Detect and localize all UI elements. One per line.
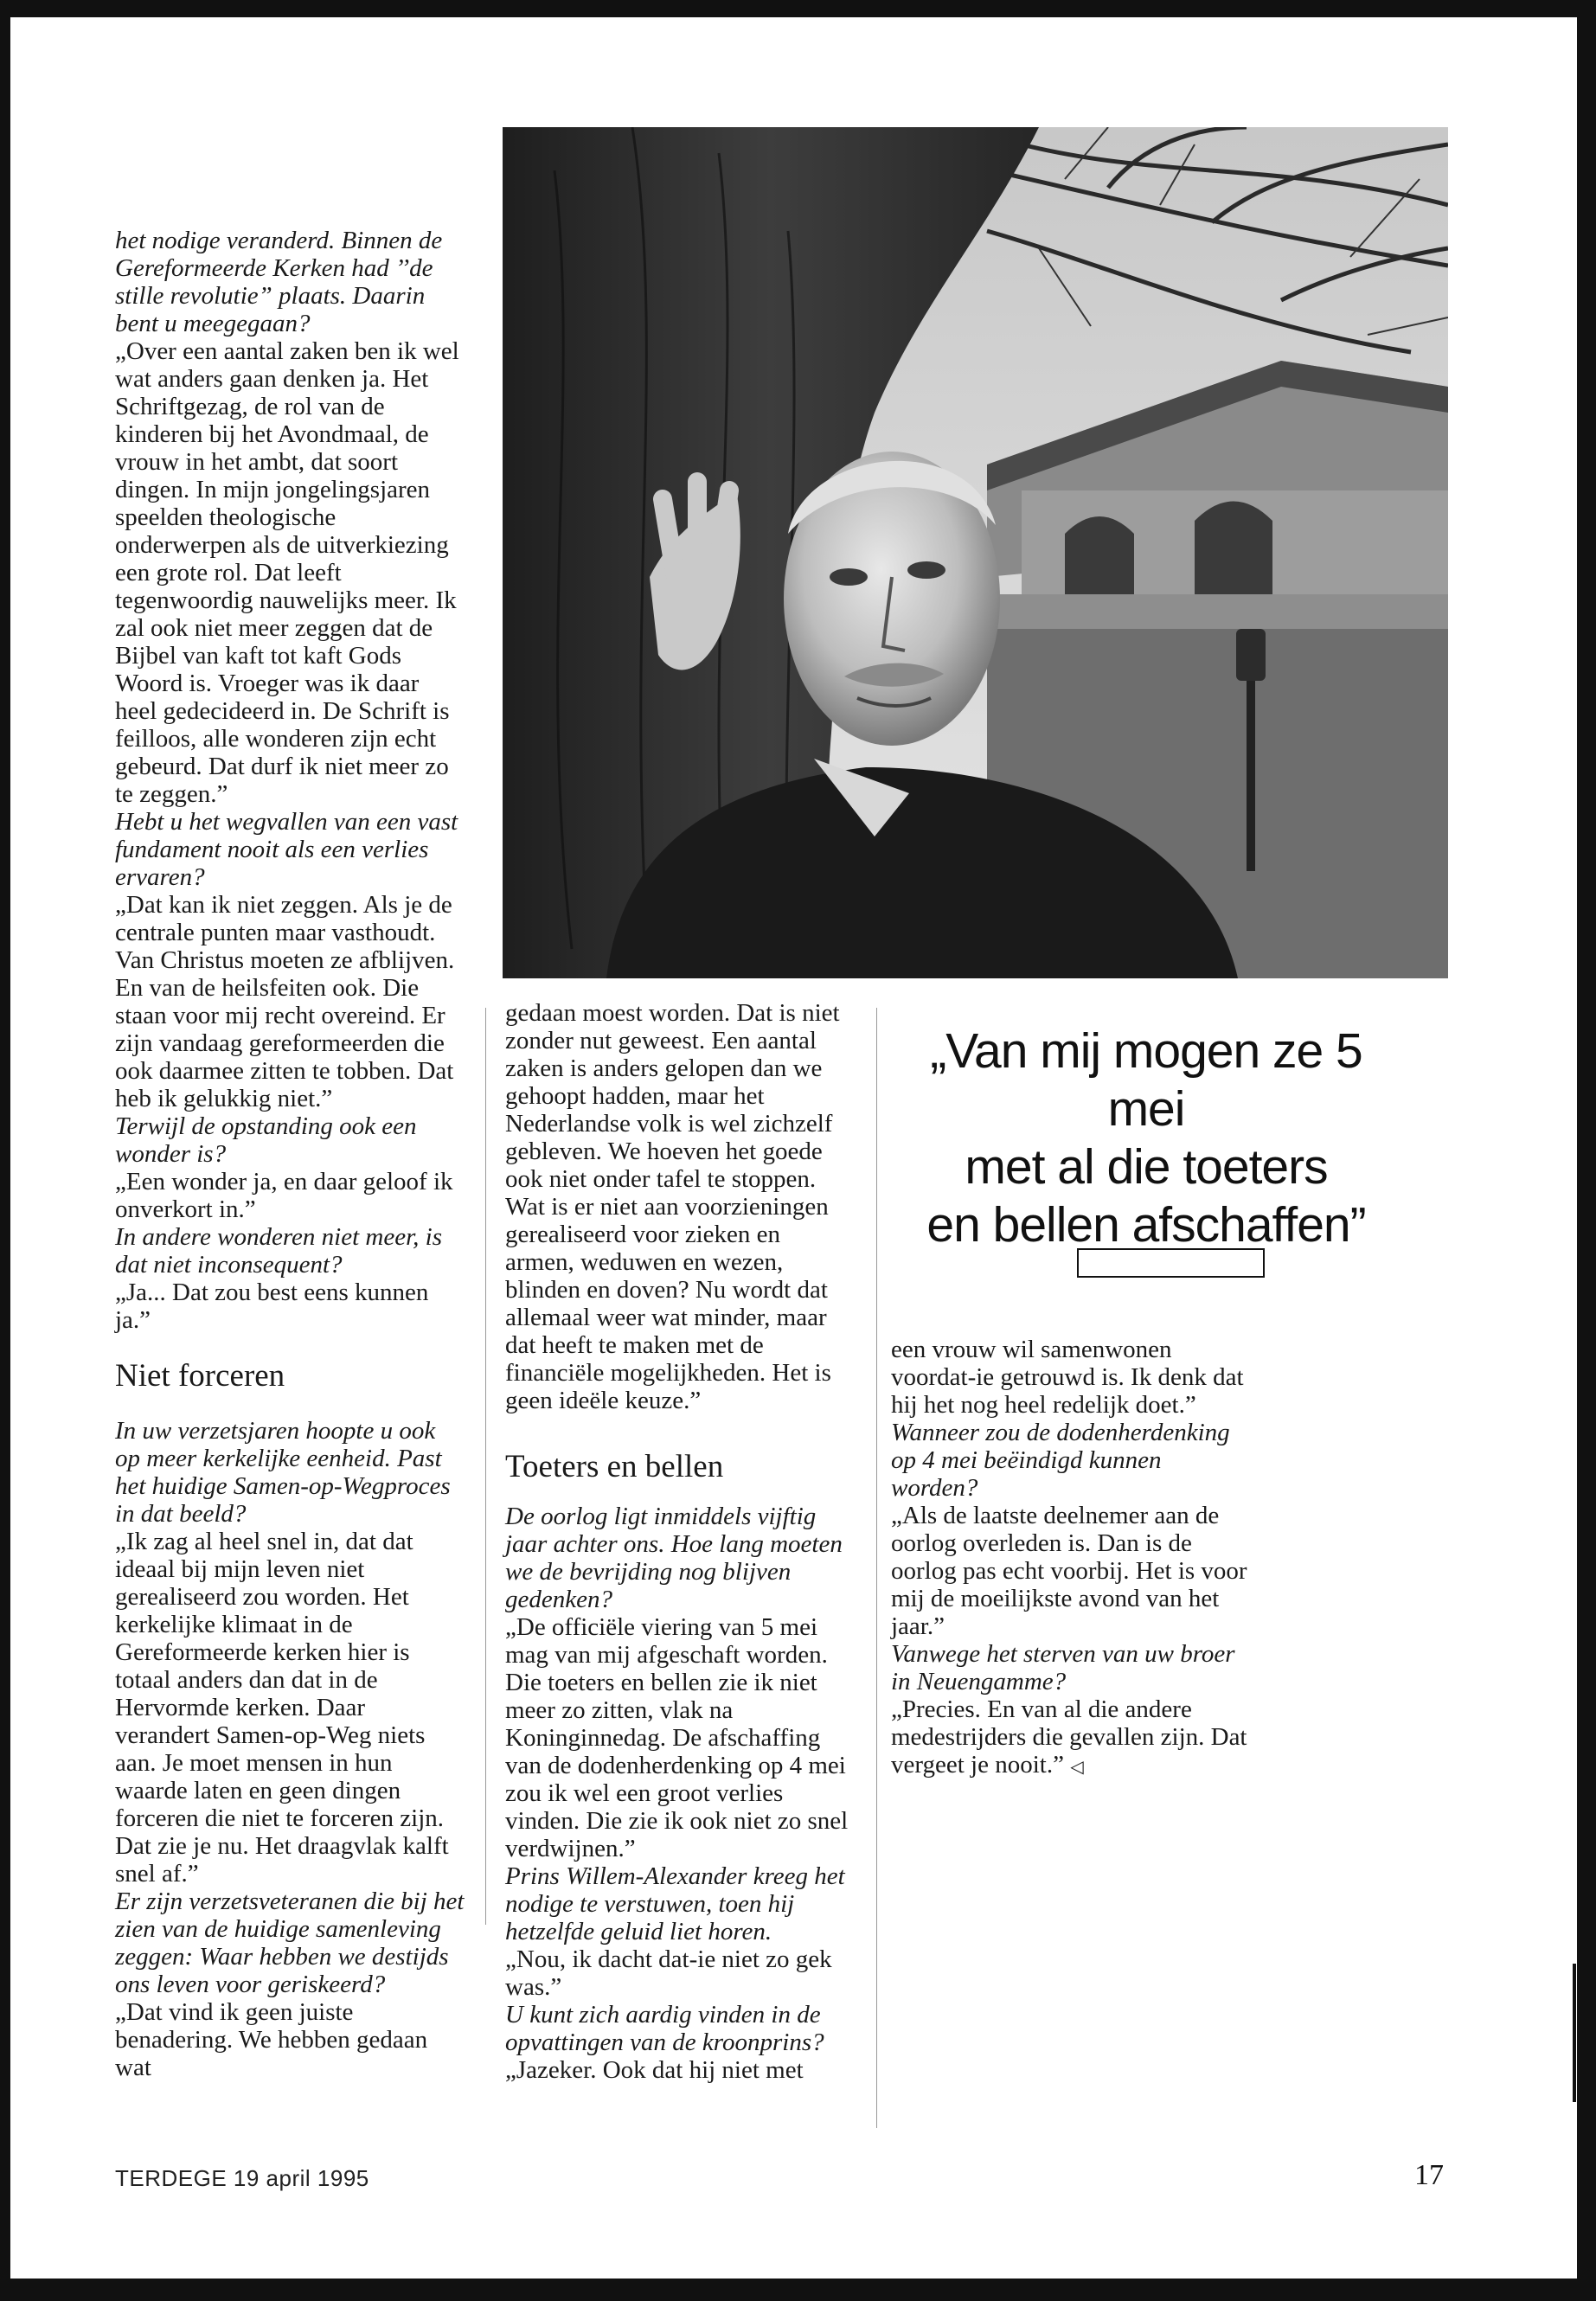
pull-quote-box	[1077, 1248, 1265, 1278]
answer: „Als de laatste deelnemer aan de oorlog overleden is. Dan is de oorlog pas echt voorbij. Het is voor mij de moeilijkste avond van het jaar.”	[891, 1502, 1247, 1640]
answer: „Dat kan ik niet zeggen. Als je de centrale punten maar vasthoudt. Van Christus moeten ze afblijven. En van de heilsfeiten ook. Die staan voor mij recht overeind. Er zijn vandaag gereformeerden die ook daarmee zitten te tobben. Dat heb ik gelukkig niet.”	[115, 891, 455, 1112]
answer: „Ja... Dat zou best eens kunnen ja.”	[115, 1279, 429, 1334]
question: het nodige veranderd. Binnen de Gereformeerde Kerken had ’’de stille revolutie” plaats. Daarin bent u meegegaan?	[115, 227, 443, 337]
question: U kunt zich aardig vinden in de opvattingen van de kroonprins?	[505, 2001, 824, 2056]
question: In andere wonderen niet meer, is dat niet inconsequent?	[115, 1223, 442, 1279]
answer: „Een wonder ja, en daar geloof ik onverkort in.”	[115, 1168, 453, 1223]
question: Terwijl de opstanding ook een wonder is?	[115, 1112, 417, 1168]
pull-quote-line: met al die toeters	[965, 1139, 1328, 1195]
portrait-illustration	[503, 127, 1448, 978]
section-heading: Toeters en bellen	[505, 1449, 724, 1484]
column-divider	[485, 1008, 486, 1925]
answer: gedaan moest worden. Dat is niet zonder nut geweest. Een aantal zaken is anders gelopen dan we gehoopt hadden, maar het Nederlandse volk is wel zichzelf gebleven. We hoeven het goede ook niet onder tafel te stoppen. Wat is er niet aan voorzieningen gerealiseerd voor zieken en armen, weduwen en wezen, blinden en doven? Nu wordt dat allemaal weer wat minder, maar dat heeft te maken met de financiële mogelijkheden. Het is geen ideële keuze.”	[505, 999, 840, 1414]
question: Er zijn verzetsveteranen die bij het zien van de huidige samenleving zeggen: Waar hebben we destijds ons leven voor geriskeerd?	[115, 1888, 465, 1998]
section-heading: Niet forceren	[115, 1358, 285, 1394]
answer: „Dat vind ik geen juiste benadering. We hebben gedaan wat	[115, 1998, 428, 2081]
question: Hebt u het wegvallen van een vast fundament nooit als een verlies ervaren?	[115, 808, 458, 891]
answer-text: „Precies. En van al die andere medestrijders die gevallen zijn. Dat vergeet je nooit.”	[891, 1695, 1247, 1779]
portrait-photo	[503, 127, 1448, 978]
answer: „Ik zag al heel snel in, dat dat ideaal bij mijn leven niet gerealiseerd zou worden. Het kerkelijke klimaat in de Gereformeerde kerken hier is totaal anders dan dat in de Hervormde kerken. Daar verandert Samen-op-Weg niets aan. Je moet mensen in hun waarde laten en geen dingen forceren die niet te forceren zijn. Dat zie je nu. Het draagvlak kalft snel af.”	[115, 1528, 449, 1888]
column-divider	[876, 1008, 877, 2128]
answer: „Nou, ik dacht dat-ie niet zo gek was.”	[505, 1945, 832, 2001]
column-2	[505, 999, 851, 2084]
page-border-right	[1577, 0, 1596, 2301]
answer: „De officiële viering van 5 mei mag van mij afgeschaft worden. Die toeters en bellen zie ik niet meer zo zitten, vlak na Koninginnedag. De afschaffing van de dodenherdenking op 4 mei zou ik wel een groot verlies vinden. Die zie ik ook niet zo snel verdwijnen.”	[505, 1613, 849, 1862]
column-1	[115, 227, 465, 2081]
scan-mark	[1573, 1964, 1576, 2102]
answer: een vrouw wil samenwonen voordat-ie getrouwd is. Ik denk dat hij het nog heel redelijk doet.”	[891, 1336, 1244, 1419]
publication-info: TERDEGE 19 april 1995	[115, 2165, 369, 2191]
pull-quote-line: en bellen afschaffen”	[926, 1197, 1366, 1253]
answer: „Jazeker. Ook dat hij niet met	[505, 2056, 804, 2084]
question: Vanwege het sterven van uw broer in Neuengamme?	[891, 1640, 1235, 1695]
page-number: 17	[1414, 2159, 1444, 2191]
answer	[891, 1695, 1254, 1781]
end-mark-icon: ◁	[1070, 1758, 1084, 1777]
question: De oorlog ligt inmiddels vijftig jaar achter ons. Hoe lang moeten we de bevrijding nog blijven gedenken?	[505, 1503, 843, 1613]
column-3	[891, 1336, 1254, 1781]
pull-quote-line: „Van mij mogen ze 5 mei	[930, 1023, 1362, 1137]
answer: „Over een aantal zaken ben ik wel wat anders gaan denken ja. Het Schriftgezag, de rol van de kinderen bij het Avondmaal, de vrouw in het ambt, dat soort dingen. In mijn jongelingsjaren speelden theologische onderwerpen als de uitverkiezing een grote rol. Dat leeft tegenwoordig nauwelijks meer. Ik zal ook niet meer zeggen dat de Bijbel van kaft tot kaft Gods Woord is. Vroeger was ik daar heel gedecideerd in. De Schrift is feilloos, alle wonderen zijn echt gebeurd. Dat durf ik niet meer zo te zeggen.”	[115, 337, 459, 808]
question: Wanneer zou de dodenherdenking op 4 mei beëindigd kunnen worden?	[891, 1419, 1230, 1502]
pull-quote	[891, 1022, 1401, 1254]
question: In uw verzetsjaren hoopte u ook op meer kerkelijke eenheid. Past het huidige Samen-op-Wegproces in dat beeld?	[115, 1417, 451, 1528]
page-border-top	[0, 0, 1596, 17]
page-border-left	[0, 0, 10, 2301]
question: Prins Willem-Alexander kreeg het nodige te verstuwen, toen hij hetzelfde geluid liet horen.	[505, 1862, 845, 1945]
page-border-bottom	[0, 2279, 1596, 2301]
